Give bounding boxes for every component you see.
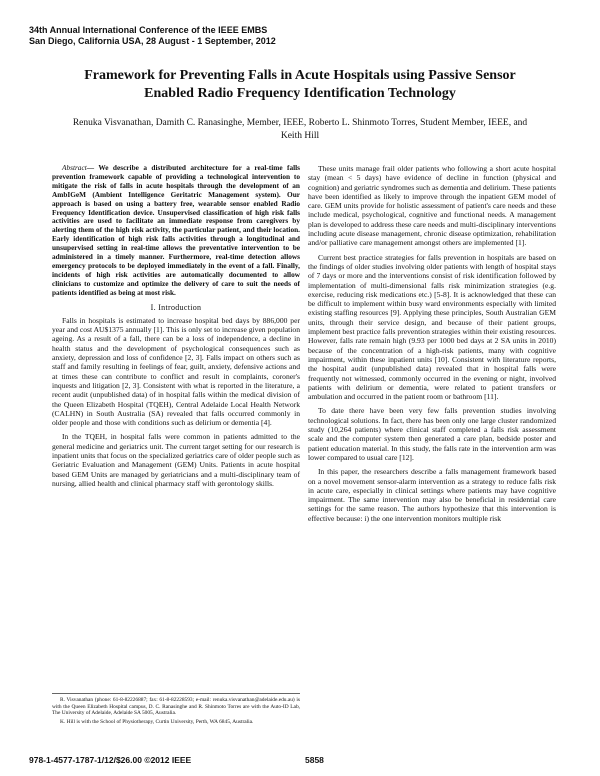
body-paragraph: In this paper, the researchers describe a falls management framework based on a novel movement sensor-alarm intervention as a strategy to reduce falls risk in acute care, especially in clinical settings where patients may have cognitive impairment. The same intervention may also be beneficial in residential care settings for the same reason. The authors hypothesize that this intervention is effective because: i) the one intervention monitors multiple risk bbox=[308, 467, 556, 523]
abstract-label: Abstract bbox=[62, 163, 87, 172]
body-paragraph: In the TQEH, in hospital falls were common in patients admitted to the general medicine and geriatrics unit. The current target setting for our research is inpatient units that focus on the specialized geriatrics care of older people such as Geriatric Evaluation and Management (GEM) Units. Patients in acute hospital based GEM Units are managed by geriatricians and a multi-disciplinary team of nursing, allied health and clinical pharmacy staff with gerontology skills. bbox=[52, 432, 300, 488]
footnote-paragraph: R. Visvanathan (phone: 61-8-82226887; fax: 61-8-82228593; e-mail: renuka.visvanathan@adelaide.edu.au) is with the Queen Elizabeth Hospital campus, D. C. Ranasinghe and R. Shinmoto Torres are with the Auto-ID Lab, The University of Adelaide, Adelaide SA 5005, Australia. bbox=[52, 697, 300, 717]
footnote-paragraph: K. Hill is with the School of Physiotherapy, Curtin University, Perth, WA 6845, Australia. bbox=[60, 718, 254, 725]
section-heading-introduction: I. Introduction bbox=[150, 302, 202, 312]
left-column bbox=[52, 164, 300, 493]
page-number: 5858 bbox=[305, 755, 324, 765]
abstract bbox=[52, 164, 300, 298]
conference-header-line2: San Diego, California USA, 28 August - 1 September, 2012 bbox=[29, 36, 276, 46]
footer-isbn: 978-1-4577-1787-1/12/$26.00 ©2012 IEEE bbox=[29, 755, 192, 765]
body-paragraph: To date there have been very few falls prevention studies involving technological solutions. In fact, there has been only one large cluster randomized study (10,264 patients) where clinical staff completed a falls risk assessment scale and the computer system then generated a care plan, bedside poster and patient education material. In this study, the falls rate in the intervention arm was lower compared to usual care [12]. bbox=[308, 406, 556, 462]
body-paragraph: Current best practice strategies for falls prevention in hospitals are based on the findings of older studies involving older patients with length of hospital stays of 7 days or more and the interventions consist of risk identification followed by implementation of multi-dimensional falls risk minimization strategies (e.g. exercise, reducing risk medications etc.) [5-8]. It is acknowledged that these can be difficult to implement within busy ward environments especially with limited existing staffing resources [9]. Applying these principles, South Australian GEM units, through their service design, and because of their patient groups, implement best practice falls prevention strategies within their existing resources. However, falls rate remain high (9.93 per 1000 bed days at 2 SA units in 2010) because of the concentration of a high-risk patients, many with cognitive impairment, within these inpatient units [10]. Consistent with literature reports, the hospital audit (unpublished data) revealed that in hospital falls were frequently not witnessed, commonly occurred in the evening or night, involved patients with delirium or dementia, were related to patient transfers or ambulation and occurred in the patient room or bathroom [11]. bbox=[308, 252, 556, 402]
body-paragraph: These units manage frail older patients who following a short acute hospital stay (mean < 5 days) have evidence of decline in function (physical and cognition) and geriatric syndromes such as dementia and delirium. These patients have been identified as likely to improve through the inpatient GEM model of care. GEM units provide for holistic assessment of patient's care needs and these include medical, psychological, cognitive and functional needs. A management plan is developed to address these care needs and multi-disciplinary interventions including acute disease management, chronic disease optimization, rehabilitation and/or palliative care management amongst others are implemented [1]. bbox=[308, 164, 556, 248]
right-column bbox=[308, 164, 556, 528]
conference-header-line1: 34th Annual International Conference of the IEEE EMBS bbox=[29, 25, 268, 35]
paper-title: Framework for Preventing Falls in Acute Hospitals using Passive Sensor Enabled Radio Frequency Identification Technology bbox=[84, 68, 516, 101]
body-paragraph: Falls in hospitals is estimated to increase hospital bed days by 886,000 per year and cost AU$1375 annually [1]. This is only set to increase given population ageing. As a result of a fall, there can be a loss of independence, a decline in health status and the development of psychological consequences such as anxiety, depression and loss of confidence [2, 3]. Falls impact on others such as staff and family resulting in feelings of fear, guilt, anxiety, defensive actions and at times these can contribute to conflict and result in complaints, coroner's inquests and litigation [2, 3]. Consistent with what is reported in the literature, a recent audit (unpublished data) of in hospital falls within the medical division of the Queen Elizabeth Hospital (TQEH), Central Adelaide Local Health Network (CALHN) in South Australia (SA) revealed that falls occurred commonly in older people and those with conditions such as delirium or dementia [4]. bbox=[52, 315, 300, 428]
author-footnotes bbox=[52, 693, 300, 727]
author-list: Renuka Visvanathan, Damith C. Ranasinghe, Member, IEEE, Roberto L. Shinmoto Torres, Student Member, IEEE, and Keith Hill bbox=[72, 118, 528, 141]
abstract-text: — We describe a distributed architecture for a real-time falls prevention framework capable of providing a technological intervention to mitigate the risk of falls in acute hospitals through the development of an AmbIGeM (Ambient Intelligence Geritatric Management system). Our approach is based on using a battery free, wearable sensor enabled Radio Frequency Identification device. Unsupervised classification of high risk falls activities are used to facilitate an immediate response from caregivers by alerting them of the high risk activity, the particular patient, and their location. Early identification of high risk falls activities through a longitudinal and unsupervised setting in real-time allows the preventative intervention to be administered in a timely manner. Furthermore, real-time detection allows emergency protocols to be deployed immediately in the event of a fall. Finally, incidents of high risk activities are automatically documented to allow clinicians to customize and optimize the delivery of care to suit the needs of patients identified as being at most risk. bbox=[52, 163, 300, 297]
